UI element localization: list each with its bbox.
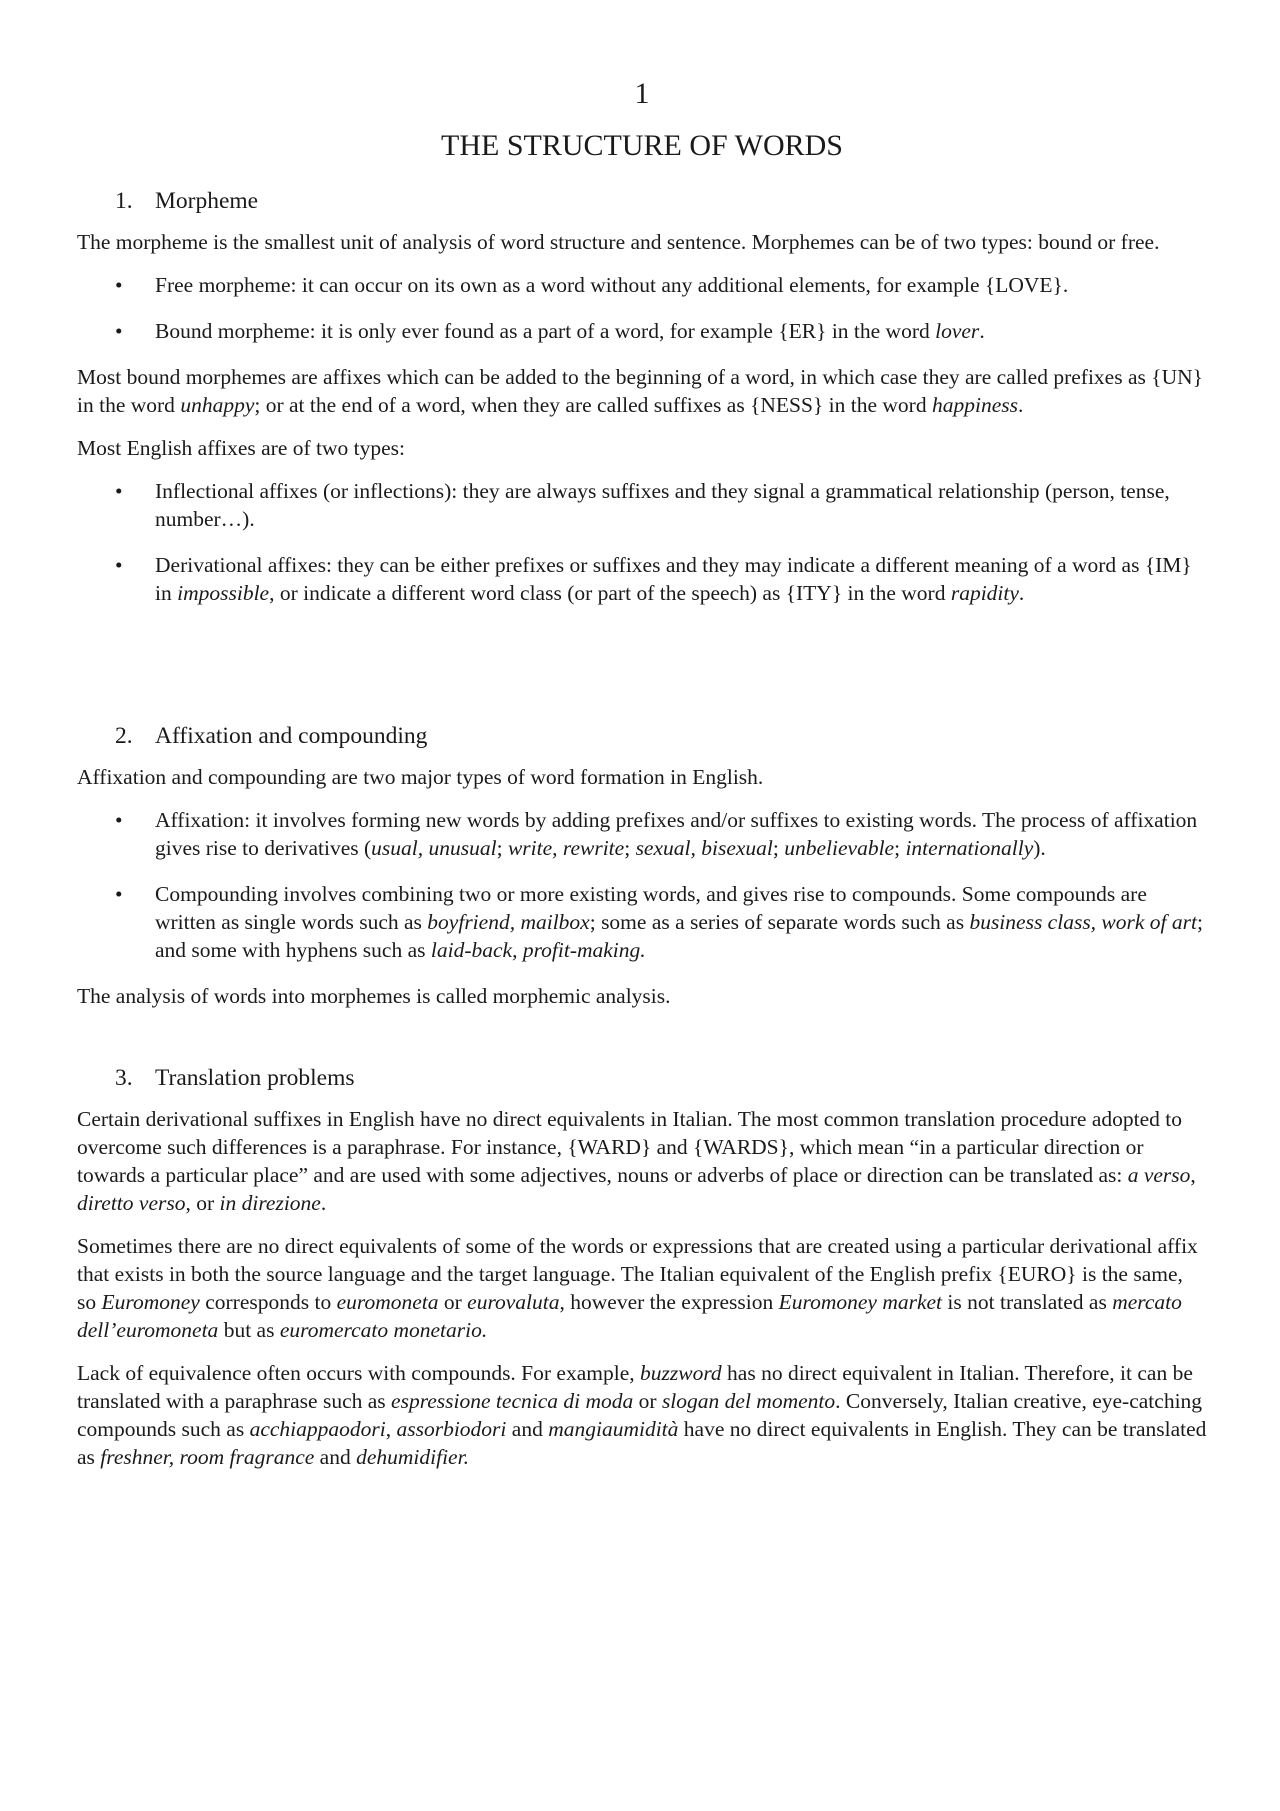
- section-heading-affixation: [77, 721, 1207, 751]
- list-item: • Derivational affixes: they can be either prefixes or suffixes and they may indicate a different meaning of a word as {IM} in impossible, or indicate a different word class (or part of the speech) as {ITY} in the word rapidity.: [77, 551, 1207, 607]
- section-title: Morpheme: [155, 188, 259, 214]
- paragraph: The morpheme is the smallest unit of analysis of word structure and sentence. Morphemes can be of two types: bound or free.: [77, 230, 1160, 254]
- bullet-list: [77, 271, 1207, 345]
- section-number: 2.: [115, 723, 133, 749]
- paragraph: Certain derivational suffixes in English have no direct equivalents in Italian. The most common translation procedure adopted to overcome such differences is a paraphrase. For instance, {WARD} and {WARDS}, which mean “in a particular direction or towards a particular place” and are used with some adjectives, nouns or adverbs of place or direction can be translated as: a verso, diretto verso, or in direzione.: [77, 1107, 1196, 1215]
- paragraph: Sometimes there are no direct equivalents of some of the words or expressions that are created using a particular derivational affix that exists in both the source language and the target language. The Italian equivalent of the English prefix {EURO} is the same, so Euromoney corresponds to euromoneta or eurovaluta, however the expression Euromoney market is not translated as mercato dell’euromoneta but as euromercato monetario.: [77, 1234, 1198, 1342]
- section-title: Translation problems: [155, 1065, 355, 1091]
- spacer: [77, 1025, 1207, 1063]
- bullet-list: [77, 806, 1207, 964]
- list-item: • Affixation: it involves forming new words by adding prefixes and/or suffixes to existing words. The process of affixation gives rise to derivatives (usual, unusual; write, rewrite; sexual, bisexual; unbelievable; internationally).: [77, 806, 1207, 862]
- paragraph: Most English affixes are of two types:: [77, 436, 406, 460]
- paragraph: The analysis of words into morphemes is called morphemic analysis.: [77, 984, 671, 1008]
- list-item: • Inflectional affixes (or inflections): they are always suffixes and they signal a grammatical relationship (person, tense, number…).: [77, 477, 1207, 533]
- list-item: • Free morpheme: it can occur on its own as a word without any additional elements, for example {LOVE}.: [77, 271, 1207, 299]
- document-title: THE STRUCTURE OF WORDS: [441, 129, 843, 162]
- paragraph: Most bound morphemes are affixes which can be added to the beginning of a word, in which case they are called prefixes as {UN} in the word unhappy; or at the end of a word, when they are called suffixes as {NESS} in the word happiness.: [77, 365, 1203, 417]
- list-item: • Compounding involves combining two or more existing words, and gives rise to compounds. Some compounds are written as single words such as boyfriend, mailbox; some as a series of separate words such as business class, work of art; and some with hyphens such as laid-back, profit-making.: [77, 880, 1207, 964]
- document-page: [77, 74, 1207, 1486]
- spacer: [77, 625, 1207, 721]
- section-heading-translation: [77, 1063, 1207, 1093]
- section-number: 1.: [115, 188, 133, 214]
- section-title: Affixation and compounding: [155, 723, 428, 749]
- list-item: • Bound morpheme: it is only ever found as a part of a word, for example {ER} in the word lover.: [77, 317, 1207, 345]
- section-heading-morpheme: [77, 186, 1207, 216]
- bullet-list: [77, 477, 1207, 607]
- paragraph: Affixation and compounding are two major types of word formation in English.: [77, 765, 764, 789]
- section-number: 3.: [115, 1065, 133, 1091]
- paragraph: Lack of equivalence often occurs with compounds. For example, buzzword has no direct equivalent in Italian. Therefore, it can be translated with a paraphrase such as espressione tecnica di moda or slogan del momento. Conversely, Italian creative, eye-catching compounds such as acchiappaodori, assorbiodori and mangiaumidità have no direct equivalents in English. They can be translated as freshner, room fragrance and dehumidifier.: [77, 1361, 1207, 1469]
- page-number: 1: [634, 77, 650, 110]
